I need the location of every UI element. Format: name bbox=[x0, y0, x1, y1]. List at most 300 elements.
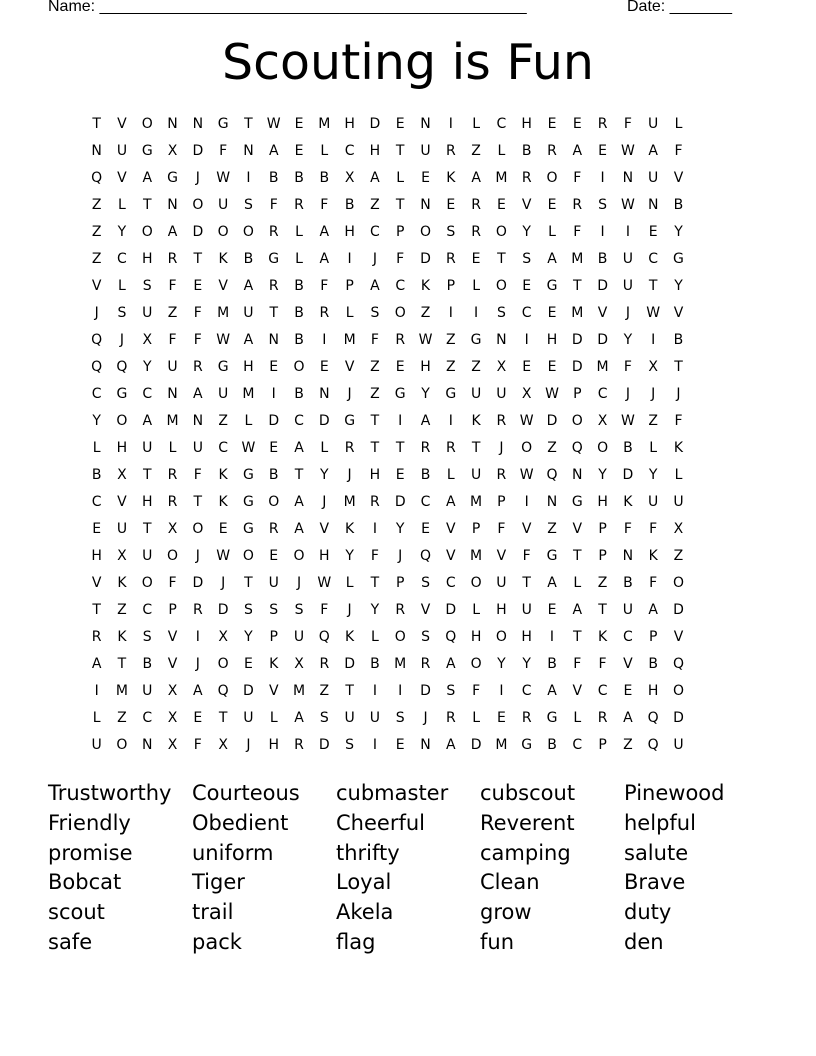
grid-letter: F bbox=[573, 656, 582, 672]
grid-letter: T bbox=[497, 251, 506, 267]
grid-letter: F bbox=[522, 548, 531, 564]
grid-letter: L bbox=[674, 467, 683, 483]
grid-letter: E bbox=[547, 116, 557, 132]
grid-row bbox=[84, 246, 691, 273]
grid-letter: E bbox=[471, 251, 481, 267]
grid-letter: B bbox=[319, 170, 330, 186]
grid-letter: X bbox=[294, 656, 304, 672]
grid-letter: L bbox=[118, 278, 126, 294]
grid-letter: V bbox=[117, 116, 127, 132]
grid-letter: K bbox=[218, 251, 228, 267]
word-list-item: Tiger bbox=[192, 870, 245, 895]
grid-letter: I bbox=[524, 494, 529, 510]
grid-letter: I bbox=[347, 251, 352, 267]
grid-letter: A bbox=[319, 251, 330, 267]
grid-letter: X bbox=[167, 143, 178, 159]
grid-letter: I bbox=[94, 683, 99, 699]
grid-row bbox=[84, 138, 691, 165]
grid-letter: H bbox=[344, 224, 355, 240]
word-list-item: Trustworthy bbox=[48, 781, 172, 805]
grid-letter: L bbox=[320, 143, 329, 159]
grid-letter: T bbox=[244, 116, 253, 132]
grid-letter: T bbox=[598, 602, 607, 618]
grid-letter: U bbox=[344, 710, 355, 726]
grid-letter: B bbox=[648, 656, 658, 672]
grid-letter: B bbox=[268, 170, 279, 186]
grid-letter: M bbox=[495, 170, 508, 186]
grid-letter: T bbox=[345, 683, 354, 699]
grid-letter: Q bbox=[672, 656, 684, 672]
grid-letter: Z bbox=[446, 359, 456, 375]
grid-letter: R bbox=[572, 197, 583, 213]
grid-letter: Z bbox=[370, 359, 380, 375]
grid-letter: G bbox=[445, 386, 457, 402]
grid-letter: M bbox=[217, 305, 230, 321]
word-list-item: safe bbox=[48, 929, 93, 954]
grid-letter: T bbox=[193, 494, 203, 510]
grid-letter: E bbox=[522, 359, 532, 375]
word-list-item: flag bbox=[336, 929, 376, 954]
word-list-item: Akela bbox=[336, 900, 394, 925]
grid-letter: R bbox=[471, 197, 481, 213]
grid-letter: O bbox=[116, 737, 128, 753]
grid-letter: A bbox=[370, 170, 380, 186]
grid-letter: E bbox=[522, 278, 532, 294]
grid-row bbox=[84, 516, 691, 543]
grid-letter: O bbox=[242, 224, 254, 240]
grid-letter: S bbox=[370, 305, 380, 321]
grid-row bbox=[84, 705, 691, 732]
grid-letter: V bbox=[446, 521, 456, 537]
grid-letter: A bbox=[294, 440, 304, 456]
grid-letter: C bbox=[648, 251, 659, 267]
grid-letter: R bbox=[420, 440, 431, 456]
grid-letter: Q bbox=[116, 359, 128, 375]
grid-letter: S bbox=[269, 602, 279, 618]
grid-row bbox=[84, 435, 691, 462]
grid-letter: R bbox=[192, 359, 203, 375]
grid-letter: D bbox=[192, 575, 204, 591]
grid-letter: L bbox=[118, 197, 126, 213]
word-list-row bbox=[48, 898, 768, 928]
grid-letter: J bbox=[246, 737, 251, 753]
grid-letter: L bbox=[472, 116, 480, 132]
grid-letter: Z bbox=[623, 737, 633, 753]
grid-letter: L bbox=[244, 413, 253, 429]
grid-letter: O bbox=[192, 521, 204, 537]
grid-letter: W bbox=[620, 197, 635, 213]
grid-letter: G bbox=[394, 386, 406, 402]
grid-letter: B bbox=[623, 440, 633, 456]
grid-letter: O bbox=[217, 224, 229, 240]
grid-letter: J bbox=[398, 548, 403, 564]
grid-letter: Y bbox=[244, 629, 253, 645]
grid-letter: D bbox=[597, 332, 608, 348]
grid-letter: D bbox=[217, 602, 229, 618]
grid-letter: O bbox=[192, 197, 204, 213]
grid-letter: V bbox=[446, 548, 456, 564]
grid-letter: T bbox=[522, 575, 531, 591]
grid-letter: Y bbox=[674, 278, 683, 294]
grid-letter: V bbox=[597, 305, 608, 321]
word-list-item: uniform bbox=[192, 840, 274, 865]
grid-letter: F bbox=[193, 737, 202, 753]
grid-letter: Q bbox=[91, 359, 103, 375]
grid-letter: R bbox=[496, 413, 507, 429]
grid-letter: F bbox=[370, 332, 379, 348]
grid-letter: H bbox=[369, 467, 381, 483]
grid-letter: V bbox=[673, 305, 684, 321]
grid-letter: G bbox=[243, 521, 254, 537]
grid-letter: K bbox=[648, 548, 658, 564]
grid-letter: G bbox=[521, 737, 533, 753]
grid-letter: S bbox=[142, 278, 152, 294]
grid-letter: H bbox=[496, 602, 507, 618]
grid-letter: Z bbox=[117, 602, 127, 618]
grid-letter: V bbox=[420, 602, 431, 618]
grid-letter: A bbox=[243, 332, 254, 348]
grid-letter: Y bbox=[421, 386, 430, 402]
grid-row bbox=[84, 219, 691, 246]
grid-letter: E bbox=[269, 548, 279, 564]
grid-letter: X bbox=[167, 710, 178, 726]
grid-letter: O bbox=[242, 548, 254, 564]
grid-letter: E bbox=[395, 737, 405, 753]
grid-letter: E bbox=[446, 197, 456, 213]
grid-letter: E bbox=[193, 278, 203, 294]
grid-letter: R bbox=[597, 116, 608, 132]
grid-letter: V bbox=[268, 683, 279, 699]
grid-letter: M bbox=[318, 116, 331, 132]
grid-letter: A bbox=[547, 251, 557, 267]
grid-letter: Y bbox=[598, 467, 607, 483]
grid-letter: T bbox=[370, 575, 380, 591]
grid-letter: X bbox=[167, 737, 178, 753]
grid-letter: R bbox=[496, 467, 507, 483]
grid-row bbox=[84, 408, 691, 435]
grid-letter: V bbox=[319, 521, 330, 537]
grid-letter: X bbox=[167, 521, 178, 537]
grid-letter: J bbox=[347, 467, 352, 483]
grid-letter: C bbox=[142, 602, 153, 618]
grid-letter: N bbox=[572, 467, 583, 483]
grid-letter: U bbox=[648, 116, 659, 132]
grid-letter: I bbox=[398, 413, 403, 429]
grid-letter: V bbox=[572, 521, 583, 537]
grid-letter: V bbox=[572, 683, 583, 699]
grid-letter: M bbox=[495, 737, 508, 753]
grid-letter: L bbox=[371, 629, 379, 645]
word-list-row bbox=[48, 868, 768, 898]
grid-letter: K bbox=[117, 629, 127, 645]
grid-letter: U bbox=[496, 575, 507, 591]
grid-letter: C bbox=[142, 386, 153, 402]
word-list-item: Reverent bbox=[480, 810, 575, 835]
grid-letter: C bbox=[218, 440, 229, 456]
grid-letter: C bbox=[445, 575, 456, 591]
grid-letter: J bbox=[372, 251, 377, 267]
grid-letter: O bbox=[672, 683, 684, 699]
grid-letter: R bbox=[294, 197, 304, 213]
grid-letter: I bbox=[271, 386, 276, 402]
grid-letter: Z bbox=[167, 305, 178, 321]
grid-letter: Z bbox=[370, 386, 380, 402]
grid-row bbox=[84, 300, 691, 327]
grid-letter: V bbox=[117, 170, 127, 186]
grid-letter: I bbox=[398, 683, 403, 699]
grid-letter: Z bbox=[117, 710, 127, 726]
grid-letter: L bbox=[497, 143, 506, 159]
grid-letter: L bbox=[472, 602, 480, 618]
grid-letter: R bbox=[420, 656, 431, 672]
word-list-row bbox=[48, 928, 768, 958]
grid-letter: G bbox=[217, 359, 229, 375]
grid-letter: E bbox=[395, 467, 405, 483]
grid-letter: O bbox=[141, 116, 153, 132]
grid-letter: H bbox=[91, 548, 102, 564]
grid-letter: U bbox=[142, 440, 153, 456]
grid-letter: J bbox=[296, 575, 302, 591]
grid-letter: E bbox=[319, 359, 329, 375]
grid-letter: D bbox=[546, 413, 558, 429]
grid-letter: Y bbox=[522, 224, 531, 240]
grid-letter: B bbox=[243, 251, 254, 267]
grid-letter: D bbox=[470, 737, 482, 753]
grid-letter: H bbox=[420, 359, 431, 375]
grid-letter: S bbox=[395, 710, 405, 726]
grid-letter: O bbox=[293, 548, 305, 564]
grid-letter: A bbox=[446, 656, 456, 672]
grid-letter: E bbox=[294, 116, 304, 132]
grid-letter: F bbox=[320, 197, 329, 213]
grid-letter: L bbox=[573, 710, 582, 726]
grid-letter: K bbox=[269, 656, 279, 672]
grid-letter: P bbox=[648, 629, 658, 645]
grid-letter: H bbox=[319, 548, 330, 564]
grid-row bbox=[84, 597, 691, 624]
grid-letter: U bbox=[116, 143, 128, 159]
word-list-row bbox=[48, 839, 768, 869]
grid-letter: U bbox=[420, 143, 431, 159]
grid-letter: J bbox=[347, 602, 352, 618]
grid-letter: D bbox=[673, 602, 684, 618]
grid-letter: B bbox=[673, 332, 684, 348]
grid-letter: K bbox=[446, 170, 456, 186]
grid-letter: J bbox=[195, 656, 200, 672]
grid-letter: Y bbox=[117, 224, 127, 240]
grid-letter: R bbox=[268, 521, 279, 537]
grid-letter: N bbox=[192, 116, 204, 132]
grid-row bbox=[84, 570, 691, 597]
word-list-item: Clean bbox=[480, 870, 540, 895]
grid-letter: J bbox=[322, 494, 327, 510]
grid-letter: M bbox=[470, 494, 483, 510]
grid-letter: R bbox=[192, 602, 203, 618]
grid-letter: U bbox=[142, 548, 153, 564]
grid-letter: B bbox=[294, 278, 304, 294]
grid-letter: D bbox=[571, 359, 583, 375]
grid-letter: I bbox=[195, 629, 200, 645]
grid-letter: T bbox=[193, 251, 203, 267]
grid-letter: N bbox=[420, 197, 431, 213]
grid-letter: Z bbox=[446, 332, 456, 348]
grid-letter: Y bbox=[648, 467, 658, 483]
grid-letter: C bbox=[496, 116, 507, 132]
grid-letter: C bbox=[91, 494, 102, 510]
grid-letter: Y bbox=[674, 224, 683, 240]
grid-letter: O bbox=[217, 656, 229, 672]
grid-letter: C bbox=[597, 683, 608, 699]
grid-letter: I bbox=[372, 521, 377, 537]
grid-letter: B bbox=[344, 197, 355, 213]
grid-letter: Q bbox=[647, 710, 659, 726]
grid-letter: T bbox=[244, 575, 253, 591]
word-list-item: camping bbox=[480, 840, 571, 865]
grid-letter: J bbox=[651, 386, 656, 402]
grid-letter: E bbox=[623, 683, 633, 699]
grid-letter: B bbox=[91, 467, 102, 483]
grid-letter: R bbox=[319, 656, 330, 672]
grid-letter: W bbox=[216, 170, 231, 186]
grid-letter: N bbox=[420, 116, 431, 132]
grid-letter: T bbox=[573, 278, 582, 294]
grid-letter: L bbox=[472, 278, 480, 294]
grid-letter: X bbox=[597, 413, 608, 429]
grid-letter: W bbox=[620, 143, 635, 159]
word-list-item: Brave bbox=[624, 870, 686, 895]
grid-row bbox=[84, 354, 691, 381]
grid-letter: J bbox=[119, 332, 125, 348]
grid-letter: A bbox=[623, 710, 633, 726]
word-list-item: Bobcat bbox=[48, 870, 122, 895]
grid-letter: U bbox=[470, 386, 482, 402]
grid-letter: F bbox=[573, 224, 582, 240]
grid-letter: J bbox=[499, 440, 504, 456]
grid-letter: A bbox=[370, 278, 380, 294]
grid-letter: V bbox=[91, 575, 102, 591]
grid-letter: B bbox=[547, 737, 557, 753]
grid-letter: F bbox=[269, 197, 278, 213]
grid-letter: P bbox=[446, 278, 456, 294]
grid-letter: U bbox=[470, 467, 482, 483]
grid-letter: E bbox=[193, 710, 203, 726]
grid-letter: E bbox=[244, 656, 253, 672]
grid-letter: J bbox=[195, 170, 200, 186]
grid-letter: F bbox=[193, 305, 202, 321]
grid-letter: V bbox=[167, 629, 178, 645]
grid-letter: M bbox=[394, 656, 407, 672]
word-list-row bbox=[48, 809, 768, 839]
grid-letter: Q bbox=[647, 737, 659, 753]
grid-letter: S bbox=[319, 710, 329, 726]
grid-row bbox=[84, 462, 691, 489]
grid-letter: I bbox=[322, 332, 327, 348]
grid-letter: U bbox=[673, 494, 684, 510]
grid-letter: I bbox=[448, 116, 453, 132]
grid-letter: H bbox=[521, 116, 532, 132]
grid-letter: H bbox=[647, 683, 659, 699]
grid-letter: E bbox=[395, 359, 405, 375]
grid-letter: F bbox=[623, 116, 632, 132]
grid-letter: S bbox=[243, 602, 253, 618]
grid-letter: O bbox=[394, 629, 406, 645]
grid-letter: M bbox=[571, 251, 584, 267]
word-list-item: promise bbox=[48, 840, 133, 865]
grid-letter: B bbox=[294, 386, 304, 402]
grid-letter: U bbox=[243, 710, 254, 726]
grid-letter: K bbox=[597, 629, 608, 645]
grid-letter: P bbox=[497, 494, 506, 510]
grid-letter: T bbox=[92, 116, 101, 132]
grid-letter: L bbox=[295, 224, 303, 240]
grid-letter: J bbox=[676, 386, 681, 402]
grid-letter: L bbox=[396, 170, 405, 186]
grid-letter: R bbox=[445, 251, 456, 267]
grid-letter: F bbox=[168, 575, 177, 591]
grid-letter: L bbox=[472, 710, 480, 726]
grid-letter: C bbox=[142, 710, 153, 726]
grid-letter: C bbox=[395, 278, 406, 294]
grid-letter: O bbox=[394, 305, 406, 321]
grid-letter: D bbox=[597, 278, 608, 294]
grid-letter: B bbox=[420, 467, 431, 483]
grid-letter: J bbox=[221, 575, 226, 591]
grid-letter: N bbox=[167, 386, 178, 402]
grid-letter: Z bbox=[648, 413, 658, 429]
grid-letter: S bbox=[421, 575, 430, 591]
grid-row bbox=[84, 543, 691, 570]
grid-letter: N bbox=[142, 737, 153, 753]
grid-letter: L bbox=[320, 440, 329, 456]
grid-letter: J bbox=[423, 710, 428, 726]
grid-letter: E bbox=[269, 359, 279, 375]
grid-letter: X bbox=[218, 737, 228, 753]
word-list-item: trail bbox=[192, 900, 234, 925]
grid-letter: U bbox=[369, 710, 381, 726]
name-field: Name: ________________________________________________ bbox=[48, 0, 527, 15]
grid-letter: A bbox=[648, 143, 658, 159]
grid-letter: D bbox=[394, 494, 406, 510]
grid-letter: E bbox=[421, 170, 430, 186]
grid-letter: C bbox=[521, 683, 532, 699]
grid-letter: X bbox=[344, 170, 355, 186]
grid-letter: I bbox=[499, 683, 504, 699]
grid-letter: A bbox=[268, 143, 279, 159]
grid-letter: F bbox=[497, 521, 506, 537]
grid-letter: O bbox=[141, 575, 153, 591]
grid-letter: R bbox=[268, 278, 279, 294]
grid-letter: I bbox=[246, 170, 251, 186]
grid-letter: V bbox=[673, 170, 684, 186]
grid-letter: V bbox=[496, 548, 507, 564]
grid-letter: H bbox=[521, 629, 532, 645]
grid-letter: L bbox=[548, 224, 556, 240]
grid-letter: A bbox=[142, 413, 153, 429]
grid-letter: G bbox=[243, 467, 254, 483]
grid-letter: U bbox=[622, 251, 633, 267]
grid-letter: V bbox=[218, 278, 228, 294]
word-list-item: helpful bbox=[624, 810, 696, 835]
word-list-item: grow bbox=[480, 900, 532, 925]
grid-letter: L bbox=[168, 440, 177, 456]
grid-letter: O bbox=[116, 413, 128, 429]
grid-letter: F bbox=[193, 332, 202, 348]
grid-letter: F bbox=[573, 170, 582, 186]
grid-letter: U bbox=[167, 359, 178, 375]
grid-letter: W bbox=[519, 467, 534, 483]
grid-letter: R bbox=[370, 494, 380, 510]
grid-letter: G bbox=[470, 332, 482, 348]
